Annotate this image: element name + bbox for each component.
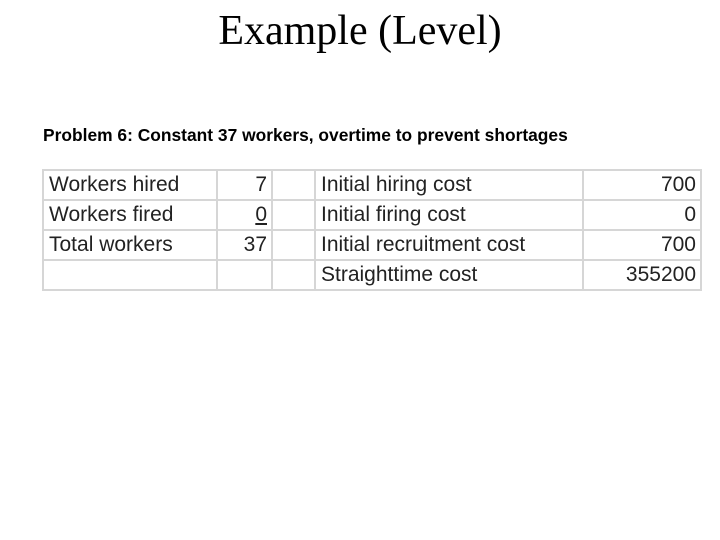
cell-value — [217, 260, 272, 290]
cell-label — [43, 260, 217, 290]
cell-empty — [272, 260, 315, 290]
cell-value: 7 — [217, 170, 272, 200]
cell-value — [217, 200, 272, 230]
cell-cost-label: Initial recruitment cost — [315, 230, 583, 260]
cell-value-text: 0 — [255, 203, 267, 226]
cell-value: 37 — [217, 230, 272, 260]
spreadsheet-table — [42, 169, 702, 291]
cell-cost-value: 0 — [583, 200, 701, 230]
table-row — [43, 170, 701, 200]
cell-cost-value: 700 — [583, 170, 701, 200]
cell-cost-label: Initial firing cost — [315, 200, 583, 230]
cell-cost-label: Straighttime cost — [315, 260, 583, 290]
cell-empty — [272, 200, 315, 230]
cell-cost-value: 700 — [583, 230, 701, 260]
cell-cost-label: Initial hiring cost — [315, 170, 583, 200]
table-row — [43, 230, 701, 260]
cell-empty — [272, 230, 315, 260]
cell-empty — [272, 170, 315, 200]
slide-title: Example (Level) — [218, 8, 502, 54]
table-row — [43, 200, 701, 230]
cell-cost-value: 355200 — [583, 260, 701, 290]
cell-label: Workers hired — [43, 170, 217, 200]
table-row — [43, 260, 701, 290]
cell-label: Total workers — [43, 230, 217, 260]
cell-label: Workers fired — [43, 200, 217, 230]
problem-subtitle: Problem 6: Constant 37 workers, overtime to prevent shortages — [43, 125, 568, 145]
